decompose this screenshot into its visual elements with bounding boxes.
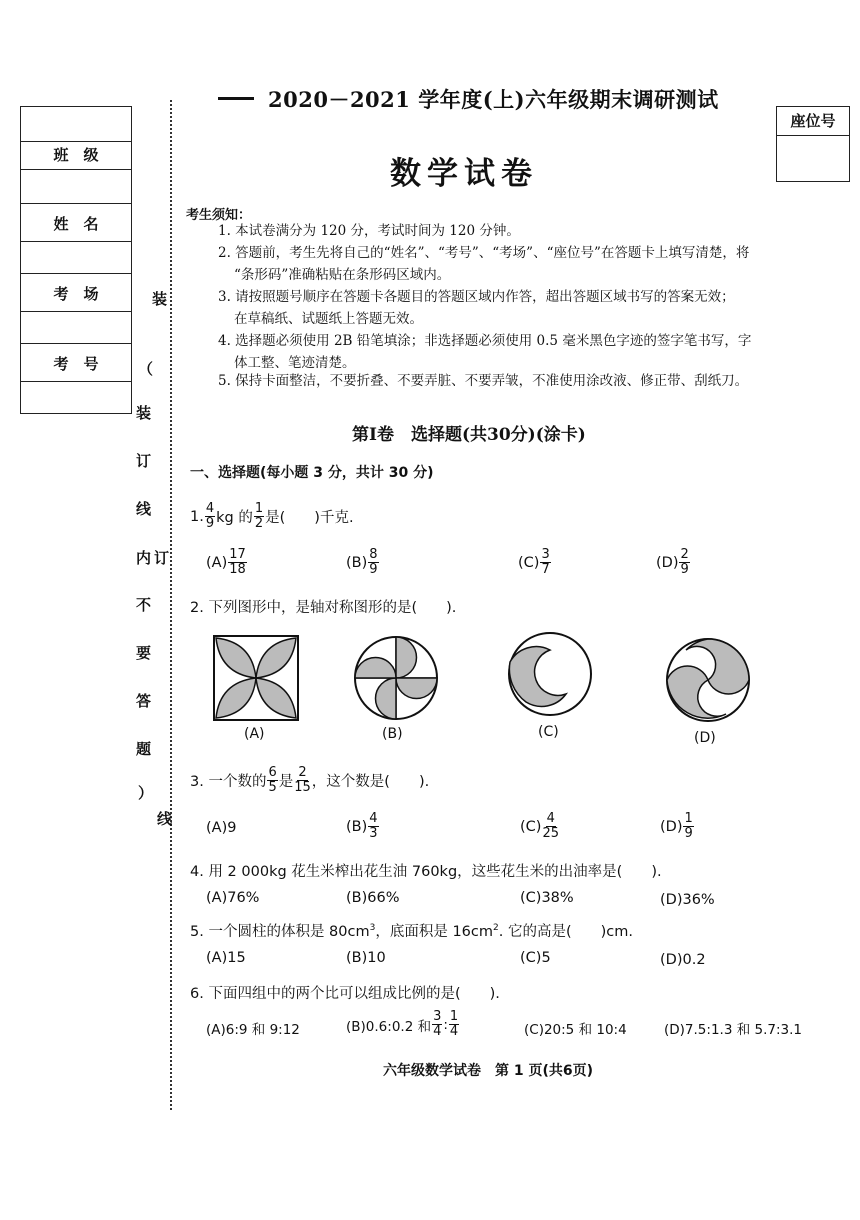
exam-title: 2020－2021 学年度(上)六年级期末调研测试 — [268, 87, 719, 112]
binding-char: 线 — [136, 500, 152, 518]
figure-c-crescent-circle — [506, 630, 594, 718]
q5-option-d: (D)0.2 — [660, 952, 706, 968]
q3-option-a: (A)9 — [206, 820, 237, 836]
binding-char: 内 — [136, 549, 152, 567]
q5-option-b: (B)10 — [346, 950, 386, 966]
figure-c-label: (C) — [538, 724, 559, 740]
exam-number-field-label: 考 号 — [53, 355, 99, 373]
binding-char: 订 — [136, 452, 152, 470]
q1-option-c: (C) $\frac{3}{7}$ — [518, 547, 550, 577]
q6-option-a: (A)6:9 和 9:12 — [206, 1022, 300, 1038]
notice-item: 4. 选择题必须使用 2B 铅笔填涂；非选择题必须使用 0.5 毫米黑色字迹的签字笔书写，字 — [218, 333, 752, 349]
q6-option-c: (C)20:5 和 10:4 — [524, 1022, 627, 1038]
q6-option-d: (D)7.5:1.3 和 5.7:3.1 — [664, 1022, 802, 1038]
table-divider — [21, 203, 131, 204]
table-divider — [21, 273, 131, 274]
figure-a-petal-square — [212, 634, 300, 722]
question-2: 2. 下列图形中，是轴对称图形的是( ). — [190, 600, 457, 616]
question-6: 6. 下面四组中的两个比可以组成比例的是( ). — [190, 986, 500, 1002]
fraction: $\frac{2}{15}$ — [294, 765, 311, 795]
table-divider — [21, 141, 131, 142]
seat-number-label: 座位号 — [790, 112, 836, 130]
q3-option-b: (B) $\frac{4}{3}$ — [346, 811, 378, 841]
figure-a-label: (A) — [244, 726, 265, 742]
notice-item: 在草稿纸、试题纸上答题无效。 — [234, 311, 423, 327]
q6-option-b: (B)0.6:0.2 和 $\frac{3}{4}$ : $\frac{1}{4}$ — [346, 1009, 459, 1039]
binding-line — [170, 100, 172, 1110]
question-1: 1. $\frac{4}{9}$ kg 的 $\frac{1}{2}$ 是( )千克. — [190, 501, 354, 531]
q4-option-d: (D)36% — [660, 892, 715, 908]
question-5: 5. 一个圆柱的体积是 $80cm^3$，底面积是 $16cm^2$. 它的高是( )cm. — [190, 923, 633, 940]
question-4: 4. 用 2 000kg 花生米榨出花生油 760kg，这些花生米的出油率是( ). — [190, 864, 662, 880]
table-divider — [21, 241, 131, 242]
binding-char: 要 — [136, 644, 152, 662]
table-divider — [21, 343, 131, 344]
figure-b-pinwheel-circle — [352, 634, 440, 722]
fraction: $\frac{1}{2}$ — [254, 501, 264, 531]
name-field-label: 姓 名 — [53, 215, 99, 233]
notice-item: 1. 本试卷满分为 120 分，考试时间为 120 分钟。 — [218, 223, 520, 239]
binding-char: 装 — [152, 290, 168, 308]
class-field-label: 班 级 — [53, 146, 99, 164]
binding-char: 答 — [136, 692, 152, 710]
q5-option-c: (C)5 — [520, 950, 551, 966]
student-info-table — [20, 106, 132, 414]
binding-char: （ — [138, 360, 154, 378]
fraction: $\frac{4}{9}$ — [205, 501, 215, 531]
binding-char: 题 — [136, 740, 152, 758]
q3-option-c: (C) $\frac{4}{25}$ — [520, 811, 559, 841]
table-divider — [21, 169, 131, 170]
seat-number-box — [776, 106, 850, 182]
figure-d-swirl-circle — [664, 636, 752, 724]
table-divider — [21, 311, 131, 312]
table-divider — [21, 381, 131, 382]
fraction: $\frac{6}{5}$ — [268, 765, 277, 795]
binding-char: 订 — [154, 549, 170, 567]
page-footer: 六年级数学试卷 第 1 页(共6页) — [383, 1063, 594, 1079]
notice-item: 3. 请按照题号顺序在答题卡各题目的答题区域内作答，超出答题区域书写的答案无效； — [218, 289, 735, 305]
notice-item: 2. 答题前，考生先将自己的“姓名”、“考号”、“考场”、“座位号”在答题卡上填写清楚，将 — [218, 245, 750, 261]
notice-item: 5. 保持卡面整洁，不要折叠、不要弄脏、不要弄皱，不准使用涂改液、修正带、刮纸刀。 — [218, 373, 749, 389]
question-3: 3. 一个数的 $\frac{6}{5}$ 是 $\frac{2}{15}$ ，这个数是( ). — [190, 765, 430, 795]
paper-title: 数学试卷 — [390, 156, 538, 192]
q5-option-a: (A)15 — [206, 950, 246, 966]
title-dash — [218, 97, 254, 100]
q4-option-b: (B)66% — [346, 890, 400, 906]
figure-b-label: (B) — [382, 726, 403, 742]
q3-option-d: (D) $\frac{1}{9}$ — [660, 811, 693, 841]
binding-char: 线 — [157, 810, 173, 828]
binding-char: 装 — [136, 404, 152, 422]
q1-option-a: (A) $\frac{17}{18}$ — [206, 547, 246, 577]
q1-option-b: (B) $\frac{8}{9}$ — [346, 547, 378, 577]
q4-option-c: (C)38% — [520, 890, 574, 906]
figure-d-label: (D) — [694, 730, 716, 746]
seat-box-divider — [777, 135, 849, 136]
notice-item: 体工整、笔迹清楚。 — [234, 355, 356, 371]
binding-char: 不 — [136, 596, 152, 614]
exam-room-field-label: 考 场 — [53, 285, 99, 303]
notice-heading: 考生须知： — [186, 208, 252, 223]
binding-char: ） — [138, 784, 154, 802]
q4-option-a: (A)76% — [206, 890, 260, 906]
section-intro: 一、选择题(每小题 3 分，共计 30 分) — [190, 465, 434, 481]
section-title: 第Ⅰ卷 选择题(共30分)(涂卡) — [352, 425, 586, 445]
notice-item: “条形码”准确粘贴在条形码区域内。 — [234, 267, 451, 283]
q1-option-d: (D) $\frac{2}{9}$ — [656, 547, 689, 577]
